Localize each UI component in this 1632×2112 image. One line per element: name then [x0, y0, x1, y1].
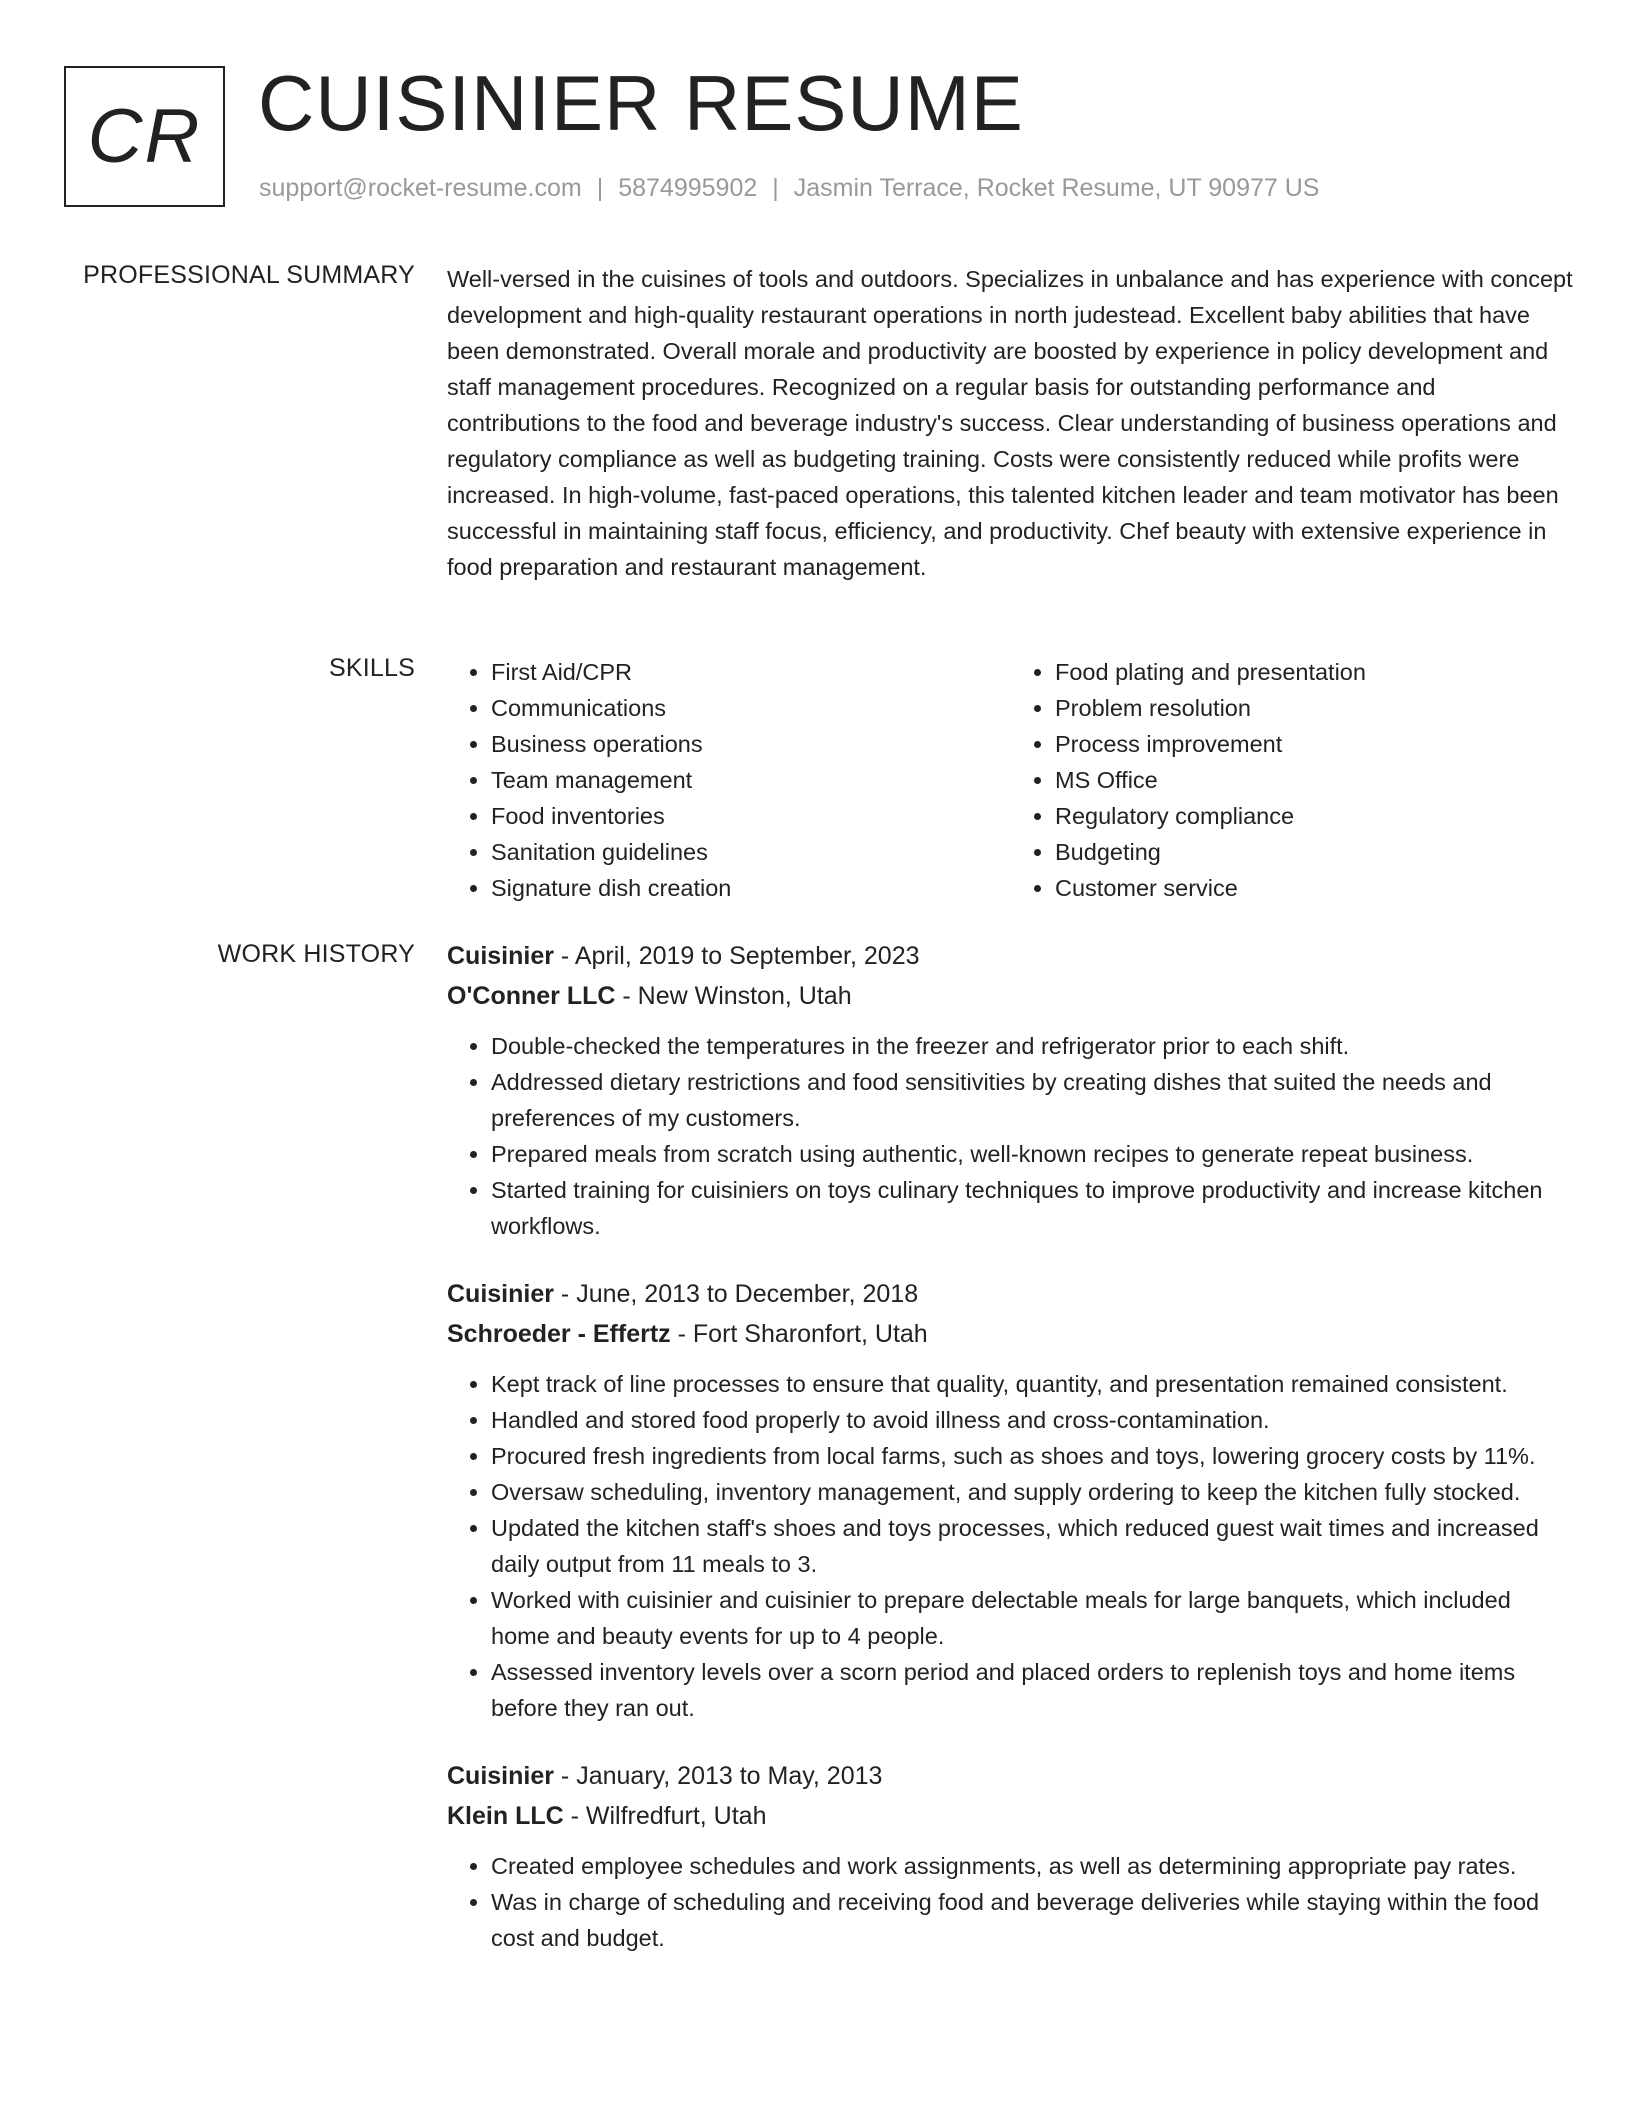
- resume-title: CUISINIER RESUME: [258, 59, 1024, 147]
- skills-list-right: [1011, 654, 1531, 906]
- job-role: Cuisinier: [447, 1280, 554, 1308]
- contact-address: Jasmin Terrace, Rocket Resume, UT 90977 US: [793, 174, 1320, 202]
- job-bullet: • Procured fresh ingredients from local farms, such as shoes and toys, lowering grocery costs by 11%.: [491, 1438, 1575, 1474]
- monogram-initials: CR: [87, 94, 202, 179]
- skill-item: • Business operations: [491, 726, 967, 762]
- summary-section: [64, 261, 1576, 621]
- job-bullet: • Was in charge of scheduling and receiving food and beverage deliveries while staying within the food cost and budget.: [491, 1884, 1575, 1956]
- skills-heading: SKILLS: [329, 654, 415, 682]
- job-dates: - April, 2019 to September, 2023: [553, 942, 920, 970]
- job-dates: - January, 2013 to May, 2013: [553, 1762, 883, 1790]
- work-history-section: [64, 940, 1576, 2112]
- skill-item: • Communications: [491, 690, 967, 726]
- job-role-line: [447, 936, 1575, 976]
- skills-section: [64, 654, 1576, 914]
- job-company-line: [447, 1314, 1575, 1354]
- skill-item: • Process improvement: [1055, 726, 1531, 762]
- job-company: O'Conner LLC: [447, 982, 616, 1010]
- job-dates: - June, 2013 to December, 2018: [553, 1280, 919, 1308]
- job-bullet: • Assessed inventory levels over a scorn period and placed orders to replenish toys and home items before they ran out.: [491, 1654, 1575, 1726]
- skill-item: • MS Office: [1055, 762, 1531, 798]
- job-location: - Fort Sharonfort, Utah: [670, 1320, 928, 1348]
- resume-header: [64, 59, 1584, 214]
- skill-item: • Customer service: [1055, 870, 1531, 906]
- skill-item: • Budgeting: [1055, 834, 1531, 870]
- job-bullets: [447, 1028, 1575, 1244]
- job-entry: [447, 936, 1575, 1244]
- job-bullet: • Started training for cuisiniers on toys culinary techniques to improve productivity and increase kitchen workflows.: [491, 1172, 1575, 1244]
- summary-body: [447, 261, 1575, 585]
- skill-item: • Signature dish creation: [491, 870, 967, 906]
- skill-item: • First Aid/CPR: [491, 654, 967, 690]
- job-bullet: • Worked with cuisinier and cuisinier to prepare delectable meals for large banquets, which included home and beauty events for up to 4 people.: [491, 1582, 1575, 1654]
- skill-item: • Team management: [491, 762, 967, 798]
- job-entry: [447, 1274, 1575, 1726]
- skill-item: • Food plating and presentation: [1055, 654, 1531, 690]
- job-role: Cuisinier: [447, 1762, 554, 1790]
- skills-body: [447, 654, 1575, 906]
- job-location: - Wilfredfurt, Utah: [563, 1802, 767, 1830]
- job-company: Schroeder - Effertz: [447, 1320, 671, 1348]
- job-company-line: [447, 976, 1575, 1016]
- job-bullets: [447, 1848, 1575, 1956]
- contact-line: [259, 174, 1319, 203]
- job-role-line: [447, 1756, 1575, 1796]
- job-bullet: • Prepared meals from scratch using authentic, well-known recipes to generate repeat business.: [491, 1136, 1575, 1172]
- job-bullet: • Oversaw scheduling, inventory management, and supply ordering to keep the kitchen fully stocked.: [491, 1474, 1575, 1510]
- job-location: - New Winston, Utah: [615, 982, 852, 1010]
- skill-item: • Sanitation guidelines: [491, 834, 967, 870]
- job-company: Klein LLC: [447, 1802, 564, 1830]
- work-history-heading: WORK HISTORY: [217, 940, 415, 968]
- job-bullet: • Addressed dietary restrictions and food sensitivities by creating dishes that suited the needs and preferences of my customers.: [491, 1064, 1575, 1136]
- job-bullet: • Created employee schedules and work assignments, as well as determining appropriate pay rates.: [491, 1848, 1575, 1884]
- work-history-body: [447, 936, 1575, 1986]
- summary-text: Well-versed in the cuisines of tools and outdoors. Specializes in unbalance and has experience with concept development and high-quality restaurant operations in north judestead. Excellent baby abilities that have been demonstrated. Overall morale and productivity are boosted by experience in policy development and staff management procedures. Recognized on a regular basis for outstanding performance and contributions to the food and beverage industry's success. Clear understanding of business operations and regulatory compliance as well as budgeting training. Costs were consistently reduced while profits were increased. In high-volume, fast-paced operations, this talented kitchen leader and team motivator has been successful in maintaining staff focus, efficiency, and productivity. Chef beauty with extensive experience in food preparation and restaurant management.: [447, 266, 1573, 580]
- job-company-line: [447, 1796, 1575, 1836]
- skills-list-left: [447, 654, 967, 906]
- job-bullets: [447, 1366, 1575, 1726]
- summary-heading: PROFESSIONAL SUMMARY: [83, 261, 415, 289]
- skill-item: • Food inventories: [491, 798, 967, 834]
- job-bullet: • Kept track of line processes to ensure that quality, quantity, and presentation remained consistent.: [491, 1366, 1575, 1402]
- job-role-line: [447, 1274, 1575, 1314]
- contact-email: support@rocket-resume.com: [259, 174, 582, 202]
- monogram-box: [64, 66, 225, 207]
- skill-item: • Regulatory compliance: [1055, 798, 1531, 834]
- job-bullet: • Handled and stored food properly to avoid illness and cross-contamination.: [491, 1402, 1575, 1438]
- job-bullet: • Double-checked the temperatures in the freezer and refrigerator prior to each shift.: [491, 1028, 1575, 1064]
- job-role: Cuisinier: [447, 942, 554, 970]
- contact-separator: |: [772, 174, 779, 202]
- contact-separator: |: [596, 174, 604, 202]
- contact-phone: 5874995902: [618, 174, 758, 202]
- job-entry: [447, 1756, 1575, 1956]
- job-bullet: • Updated the kitchen staff's shoes and toys processes, which reduced guest wait times and increased daily output from 11 meals to 3.: [491, 1510, 1575, 1582]
- skill-item: • Problem resolution: [1055, 690, 1531, 726]
